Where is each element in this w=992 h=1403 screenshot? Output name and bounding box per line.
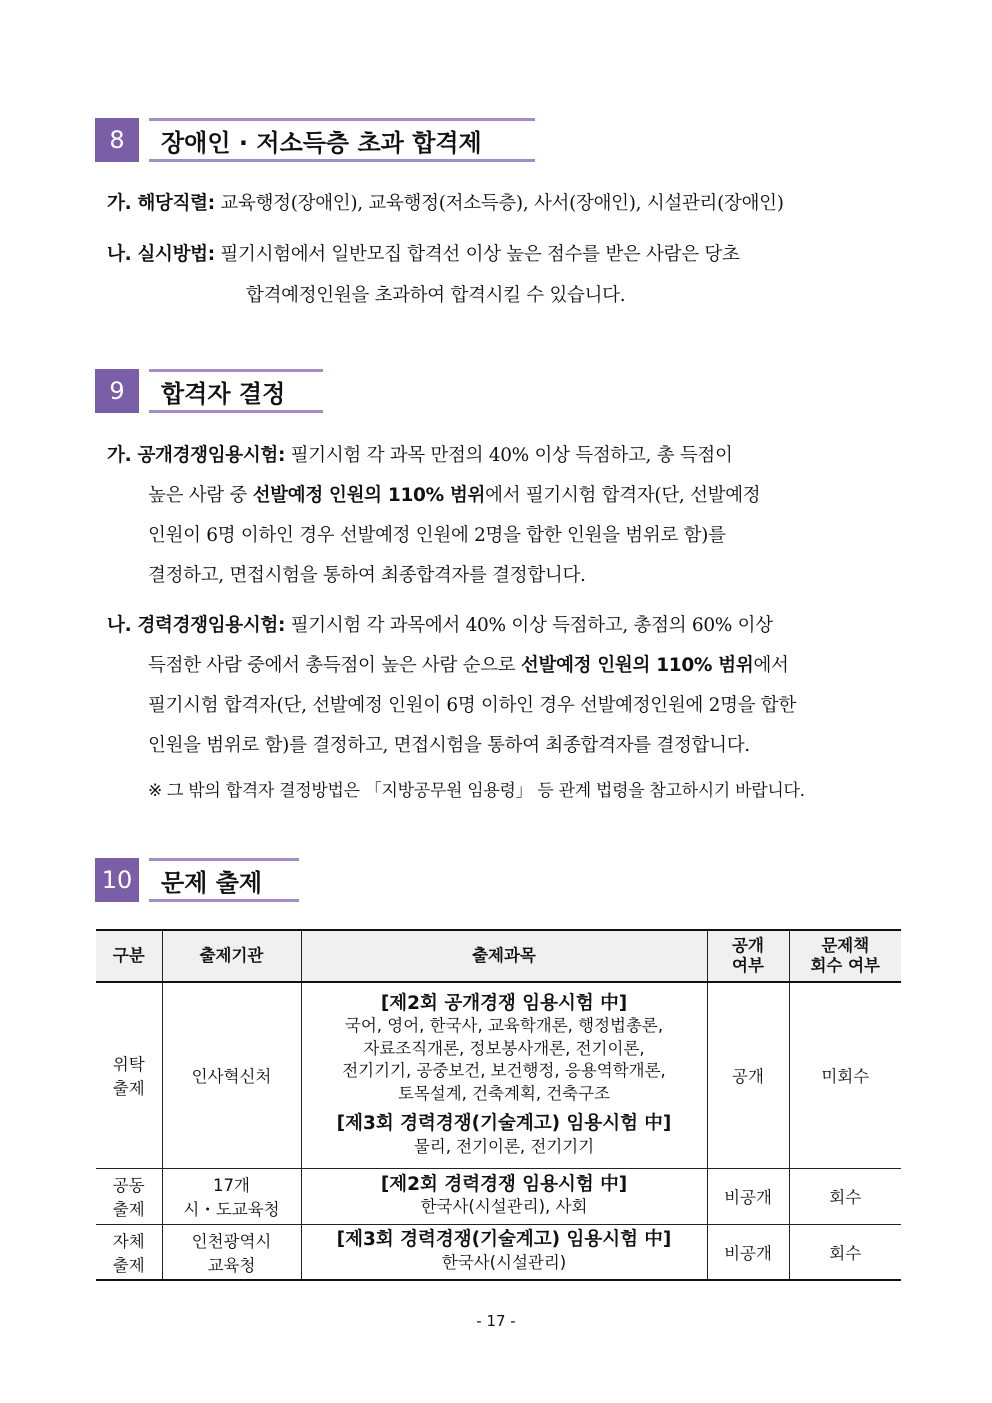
table-row xyxy=(96,1224,901,1280)
exam-table xyxy=(96,929,901,1281)
exam-heading: [제3회 경력경쟁(기술계고) 임용시험 中] xyxy=(336,1113,672,1134)
cell-text: 출제 xyxy=(112,1079,145,1099)
cell-text: 시・도교육청 xyxy=(183,1200,280,1219)
item-label: 나. 경력경쟁임용시험: xyxy=(107,615,286,636)
cell-agency: 인사혁신처 xyxy=(162,982,301,1168)
subject-line: 한국사(시설관리) xyxy=(441,1252,567,1272)
cell-type xyxy=(96,1168,162,1224)
cell-type xyxy=(96,1224,162,1280)
section-title: 문제 출제 xyxy=(149,858,299,902)
page-number: - 17 - xyxy=(476,1312,516,1330)
sec9-item-b-line4: 인원을 범위로 함)를 결정하고, 면접시험을 통하여 최종합격자를 결정합니다. xyxy=(148,735,750,756)
cell-collect: 회수 xyxy=(789,1224,901,1280)
cell-public: 비공개 xyxy=(707,1224,789,1280)
sec9-item-a-line2 xyxy=(148,481,760,507)
cell-subjects xyxy=(301,1224,707,1280)
item-label: 나. 실시방법: xyxy=(107,244,215,265)
item-text: 필기시험 각 과목 만점의 40% 이상 득점하고, 총 득점이 xyxy=(290,445,733,466)
header-text: 공개 xyxy=(732,936,764,955)
table-row xyxy=(96,1168,901,1224)
section-8-header xyxy=(95,118,535,162)
subject-line: 자료조직개론, 정보봉사개론, 전기이론, xyxy=(363,1038,645,1058)
item-label: 가. 해당직렬: xyxy=(107,193,215,214)
subject-line: 전기기기, 공중보건, 보건행정, 응용역학개론, xyxy=(342,1061,666,1080)
cell-text: 교육청 xyxy=(207,1255,256,1275)
header-text: 문제책 xyxy=(821,936,870,955)
subject-line: 물리, 전기이론, 전기기기 xyxy=(413,1136,595,1156)
table-row xyxy=(96,982,901,1168)
header-public xyxy=(707,930,789,982)
subject-line: 한국사(시설관리), 사회 xyxy=(420,1197,588,1216)
header-agency: 출제기관 xyxy=(162,930,301,982)
header-text: 회수 여부 xyxy=(810,956,880,975)
sec9-item-a xyxy=(107,441,733,467)
cell-agency xyxy=(162,1168,301,1224)
sec9-item-a-line3: 인원이 6명 이하인 경우 선발예정 인원에 2명을 합한 인원을 범위로 함)를 xyxy=(148,525,726,546)
section-title: 장애인 · 저소득층 초과 합격제 xyxy=(149,118,535,162)
item-text: 필기시험 각 과목에서 40% 이상 득점하고, 총점의 60% 이상 xyxy=(290,615,773,636)
text: 높은 사람 중 xyxy=(148,485,253,506)
cell-text: 위탁 xyxy=(112,1055,145,1075)
sec9-item-a-line4: 결정하고, 면접시험을 통하여 최종합격자를 결정합니다. xyxy=(148,565,586,586)
sec9-item-b xyxy=(107,611,773,637)
cell-public: 공개 xyxy=(707,982,789,1168)
cell-text: 자체 xyxy=(112,1231,145,1251)
header-text: 여부 xyxy=(732,956,764,975)
cell-text: 출제 xyxy=(112,1200,145,1219)
sec9-item-b-line2 xyxy=(148,651,789,677)
sec9-note: ※ 그 밖의 합격자 결정방법은 「지방공무원 임용령」 등 관계 법령을 참고하시기 바랍니다. xyxy=(148,781,805,801)
cell-subjects xyxy=(301,982,707,1168)
item-text: 필기시험에서 일반모집 합격선 이상 높은 점수를 받은 사람은 당초 xyxy=(220,244,740,265)
exam-heading: [제3회 경력경쟁(기술계고) 임용시험 中] xyxy=(336,1229,672,1251)
header-collect xyxy=(789,930,901,982)
section-9-header xyxy=(95,369,323,413)
cell-public: 비공개 xyxy=(707,1168,789,1224)
cell-text: 출제 xyxy=(112,1255,145,1275)
section-number: 9 xyxy=(95,369,139,413)
sec9-item-b-line3: 필기시험 합격자(단, 선발예정 인원이 6명 이하인 경우 선발예정인원에 2명을 합한 xyxy=(148,695,796,716)
header-type: 구분 xyxy=(96,930,162,982)
text: 에서 필기시험 합격자(단, 선발예정 xyxy=(485,485,761,506)
section-number: 8 xyxy=(95,118,139,162)
cell-type xyxy=(96,982,162,1168)
exam-heading: [제2회 공개경쟁 임용시험 中] xyxy=(380,992,628,1014)
exam-heading: [제2회 경력경쟁 임용시험 中] xyxy=(380,1173,628,1195)
highlight-text: 선발예정 인원의 110% 범위 xyxy=(252,485,486,506)
item-text: 교육행정(장애인), 교육행정(저소득층), 사서(장애인), 시설관리(장애인) xyxy=(220,193,784,214)
subject-line: 토목설계, 건축계획, 건축구조 xyxy=(397,1083,611,1103)
section-title: 합격자 결정 xyxy=(149,369,323,413)
sec8-item-b xyxy=(107,240,740,266)
highlight-text: 선발예정 인원의 110% 범위 xyxy=(520,655,754,676)
header-subjects: 출제과목 xyxy=(301,930,707,982)
table-header-row xyxy=(96,930,901,982)
cell-agency xyxy=(162,1224,301,1280)
cell-text: 17개 xyxy=(213,1176,250,1195)
text: 에서 xyxy=(753,655,789,676)
section-number: 10 xyxy=(95,858,139,902)
cell-subjects xyxy=(301,1168,707,1224)
text: 득점한 사람 중에서 총득점이 높은 사람 순으로 xyxy=(148,655,521,676)
subject-line: 국어, 영어, 한국사, 교육학개론, 행정법총론, xyxy=(344,1016,664,1035)
cell-text: 공동 xyxy=(112,1176,145,1195)
sec8-item-b-cont: 합격예정인원을 초과하여 합격시킬 수 있습니다. xyxy=(246,285,626,306)
cell-text: 인천광역시 xyxy=(191,1231,272,1251)
section-10-header xyxy=(95,858,299,902)
cell-collect: 미회수 xyxy=(789,982,901,1168)
cell-collect: 회수 xyxy=(789,1168,901,1224)
sec8-item-a xyxy=(107,189,784,215)
item-label: 가. 공개경쟁임용시험: xyxy=(107,445,286,466)
